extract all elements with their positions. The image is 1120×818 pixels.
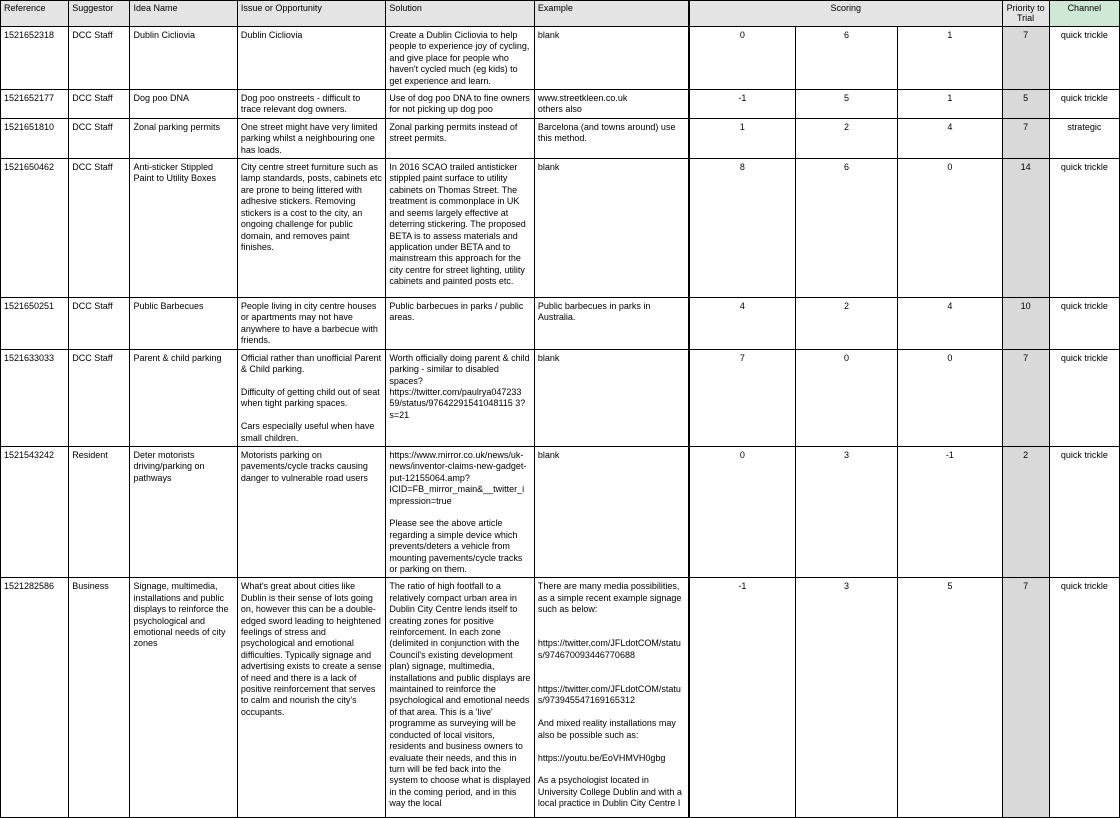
- cell-priority[interactable]: 7: [1002, 27, 1049, 90]
- cell-score-2[interactable]: 5: [795, 90, 897, 119]
- cell-issue[interactable]: Motorists parking on pavements/cycle tracks causing danger to vulnerable road users: [237, 446, 386, 577]
- header-channel[interactable]: Channel: [1049, 1, 1119, 27]
- cell-reference[interactable]: 1521633033: [1, 349, 69, 446]
- cell-solution[interactable]: Worth officially doing parent & child parking - similar to disabled spaces? https://twitter.com/paulrya047233 59/status/97642291541048115 3?s=21: [386, 349, 535, 446]
- cell-score-1[interactable]: -1: [689, 578, 795, 818]
- cell-score-2[interactable]: 2: [795, 118, 897, 158]
- cell-idea-name[interactable]: Anti-sticker Stippled Paint to Utility Boxes: [130, 159, 237, 298]
- cell-score-3[interactable]: 4: [898, 118, 1002, 158]
- cell-score-1[interactable]: 0: [689, 27, 795, 90]
- cell-issue[interactable]: Official rather than unofficial Parent & Child parking. Difficulty of getting child out of seat when tight parking spaces. Cars especially useful when have small children.: [237, 349, 386, 446]
- cell-solution[interactable]: https://www.mirror.co.uk/news/uk-news/inventor-claims-new-gadget-put-12155064.amp?ICID=FB_mirror_main&__twitter_impression=true Please see the above article regarding a simple device which prevents/deters a vehicle from mounting pavements/cycle tracks or parking on them.: [386, 446, 535, 577]
- cell-score-2[interactable]: 2: [795, 298, 897, 350]
- cell-score-1[interactable]: 4: [689, 298, 795, 350]
- cell-reference[interactable]: 1521650251: [1, 298, 69, 350]
- table-row: [1, 578, 1120, 818]
- cell-example[interactable]: Barcelona (and towns around) use this method.: [534, 118, 689, 158]
- cell-reference[interactable]: 1521650462: [1, 159, 69, 298]
- cell-issue[interactable]: Dublin Cicliovia: [237, 27, 386, 90]
- cell-score-3[interactable]: 0: [898, 159, 1002, 298]
- cell-reference[interactable]: 1521543242: [1, 446, 69, 577]
- header-priority[interactable]: Priority to Trial: [1002, 1, 1049, 27]
- cell-suggestor[interactable]: DCC Staff: [69, 159, 130, 298]
- cell-score-3[interactable]: 4: [898, 298, 1002, 350]
- cell-suggestor[interactable]: DCC Staff: [69, 27, 130, 90]
- header-solution[interactable]: Solution: [386, 1, 535, 27]
- cell-example[interactable]: Public barbecues in parks in Australia.: [534, 298, 689, 350]
- cell-score-2[interactable]: 6: [795, 27, 897, 90]
- cell-idea-name[interactable]: Dublin Cicliovia: [130, 27, 237, 90]
- cell-channel[interactable]: strategic: [1049, 118, 1119, 158]
- cell-priority[interactable]: 14: [1002, 159, 1049, 298]
- cell-score-2[interactable]: 6: [795, 159, 897, 298]
- cell-score-3[interactable]: 1: [898, 90, 1002, 119]
- cell-solution[interactable]: Use of dog poo DNA to fine owners for not picking up dog poo: [386, 90, 535, 119]
- cell-reference[interactable]: 1521651810: [1, 118, 69, 158]
- cell-priority[interactable]: 2: [1002, 446, 1049, 577]
- cell-score-2[interactable]: 0: [795, 349, 897, 446]
- cell-channel[interactable]: quick trickle: [1049, 27, 1119, 90]
- table-row: [1, 349, 1120, 446]
- cell-idea-name[interactable]: Signage, multimedia, installations and public displays to reinforce the psychological and emotional needs of city zones: [130, 578, 237, 818]
- cell-priority[interactable]: 10: [1002, 298, 1049, 350]
- cell-reference[interactable]: 1521652318: [1, 27, 69, 90]
- cell-priority[interactable]: 5: [1002, 90, 1049, 119]
- cell-score-1[interactable]: 1: [689, 118, 795, 158]
- header-issue[interactable]: Issue or Opportunity: [237, 1, 386, 27]
- table-row: [1, 298, 1120, 350]
- cell-suggestor[interactable]: Business: [69, 578, 130, 818]
- cell-solution[interactable]: Create a Dublin Cicliovia to help people to experience joy of cycling, and give place for people who haven't cycled much (eg kids) to get experience and learn.: [386, 27, 535, 90]
- cell-solution[interactable]: The ratio of high footfall to a relatively compact urban area in Dublin City Centre lends itself to creating zones for positive reinforcement. In each zone (delimited in conjunction with the Council's existing development plan) signage, multimedia, installations and public displays are maintained to reinforce the psychological and emotional needs of that area. This is a 'live' programme as surveying will be conducted of local visitors, residents and business owners to evaluate their needs, and this in turn will be fed back into the system to choose what is displayed in the coming period, and in this way the local: [386, 578, 535, 818]
- cell-example[interactable]: blank: [534, 446, 689, 577]
- header-scoring[interactable]: Scoring: [689, 1, 1002, 27]
- cell-score-1[interactable]: -1: [689, 90, 795, 119]
- cell-issue[interactable]: City centre street furniture such as lamp standards, posts, cabinets etc are prone to being littered with adhesive stickers. Removing stickers is a cost to the city, an ongoing challenge for public domain, and removes paint finishes.: [237, 159, 386, 298]
- cell-suggestor[interactable]: DCC Staff: [69, 90, 130, 119]
- header-example[interactable]: Example: [534, 1, 689, 27]
- cell-channel[interactable]: quick trickle: [1049, 446, 1119, 577]
- cell-suggestor[interactable]: DCC Staff: [69, 349, 130, 446]
- cell-issue[interactable]: Dog poo onstreets - difficult to trace relevant dog owners.: [237, 90, 386, 119]
- cell-issue[interactable]: What's great about cities like Dublin is their sense of lots going on, however this can be a double-edged sword leading to heightened feelings of stress and psychological and emotional difficulties. Typically signage and advertising exists to create a sense of need and there is a lack of positive reinforcement that serves to calm and nourish the city's occupants.: [237, 578, 386, 818]
- cell-example[interactable]: There are many media possibilities, as a simple recent example signage such as below: https://twitter.com/JFLdotCOM/status/974670093446770688 https://twitter.com/JFLdotCOM/status/973945547169165312 And mixed reality installations may also be possible such as: https://youtu.be/EoVHMVH0gbg As a psychologist located in University College Dublin and with a local practice in Dublin City Centre I: [534, 578, 689, 818]
- cell-score-1[interactable]: 7: [689, 349, 795, 446]
- cell-idea-name[interactable]: Zonal parking permits: [130, 118, 237, 158]
- cell-priority[interactable]: 7: [1002, 349, 1049, 446]
- cell-score-3[interactable]: -1: [898, 446, 1002, 577]
- table-row: [1, 446, 1120, 577]
- cell-reference[interactable]: 1521652177: [1, 90, 69, 119]
- cell-score-3[interactable]: 1: [898, 27, 1002, 90]
- header-suggestor[interactable]: Suggestor: [69, 1, 130, 27]
- cell-example[interactable]: blank: [534, 27, 689, 90]
- cell-solution[interactable]: In 2016 SCAO trailed antisticker stippled paint surface to utility cabinets on Thomas Street. The treatment is commonplace in UK and seems largely effective at deterring stickering. The proposed BETA is to assess materials and application under BETA and to mainstream this approach for the city centre for street lighting, utility cabinets and painted posts etc.: [386, 159, 535, 298]
- cell-priority[interactable]: 7: [1002, 578, 1049, 818]
- cell-score-1[interactable]: 0: [689, 446, 795, 577]
- cell-example[interactable]: www.streetkleen.co.uk others also: [534, 90, 689, 119]
- cell-score-3[interactable]: 0: [898, 349, 1002, 446]
- cell-channel[interactable]: quick trickle: [1049, 349, 1119, 446]
- header-reference[interactable]: Reference: [1, 1, 69, 27]
- cell-issue[interactable]: People living in city centre houses or apartments may not have anywhere to have a barbecue with friends.: [237, 298, 386, 350]
- cell-example[interactable]: blank: [534, 159, 689, 298]
- cell-score-2[interactable]: 3: [795, 446, 897, 577]
- cell-idea-name[interactable]: Public Barbecues: [130, 298, 237, 350]
- header-idea-name[interactable]: Idea Name: [130, 1, 237, 27]
- table-row: [1, 27, 1120, 90]
- cell-idea-name[interactable]: Parent & child parking: [130, 349, 237, 446]
- cell-score-1[interactable]: 8: [689, 159, 795, 298]
- cell-reference[interactable]: 1521282586: [1, 578, 69, 818]
- header-row: [1, 1, 1120, 27]
- table-row: [1, 159, 1120, 298]
- cell-solution[interactable]: Zonal parking permits instead of street permits.: [386, 118, 535, 158]
- cell-priority[interactable]: 7: [1002, 118, 1049, 158]
- cell-suggestor[interactable]: DCC Staff: [69, 298, 130, 350]
- cell-idea-name[interactable]: Dog poo DNA: [130, 90, 237, 119]
- cell-channel[interactable]: quick trickle: [1049, 159, 1119, 298]
- cell-example[interactable]: blank: [534, 349, 689, 446]
- cell-suggestor[interactable]: DCC Staff: [69, 118, 130, 158]
- cell-score-2[interactable]: 3: [795, 578, 897, 818]
- cell-channel[interactable]: quick trickle: [1049, 90, 1119, 119]
- table-row: [1, 118, 1120, 158]
- cell-idea-name[interactable]: Deter motorists driving/parking on pathways: [130, 446, 237, 577]
- cell-channel[interactable]: quick trickle: [1049, 298, 1119, 350]
- table-row: [1, 90, 1120, 119]
- cell-channel[interactable]: quick trickle: [1049, 578, 1119, 818]
- cell-solution[interactable]: Public barbecues in parks / public areas.: [386, 298, 535, 350]
- cell-score-3[interactable]: 5: [898, 578, 1002, 818]
- cell-issue[interactable]: One street might have very limited parking whilst a neighbouring one has loads.: [237, 118, 386, 158]
- cell-suggestor[interactable]: Resident: [69, 446, 130, 577]
